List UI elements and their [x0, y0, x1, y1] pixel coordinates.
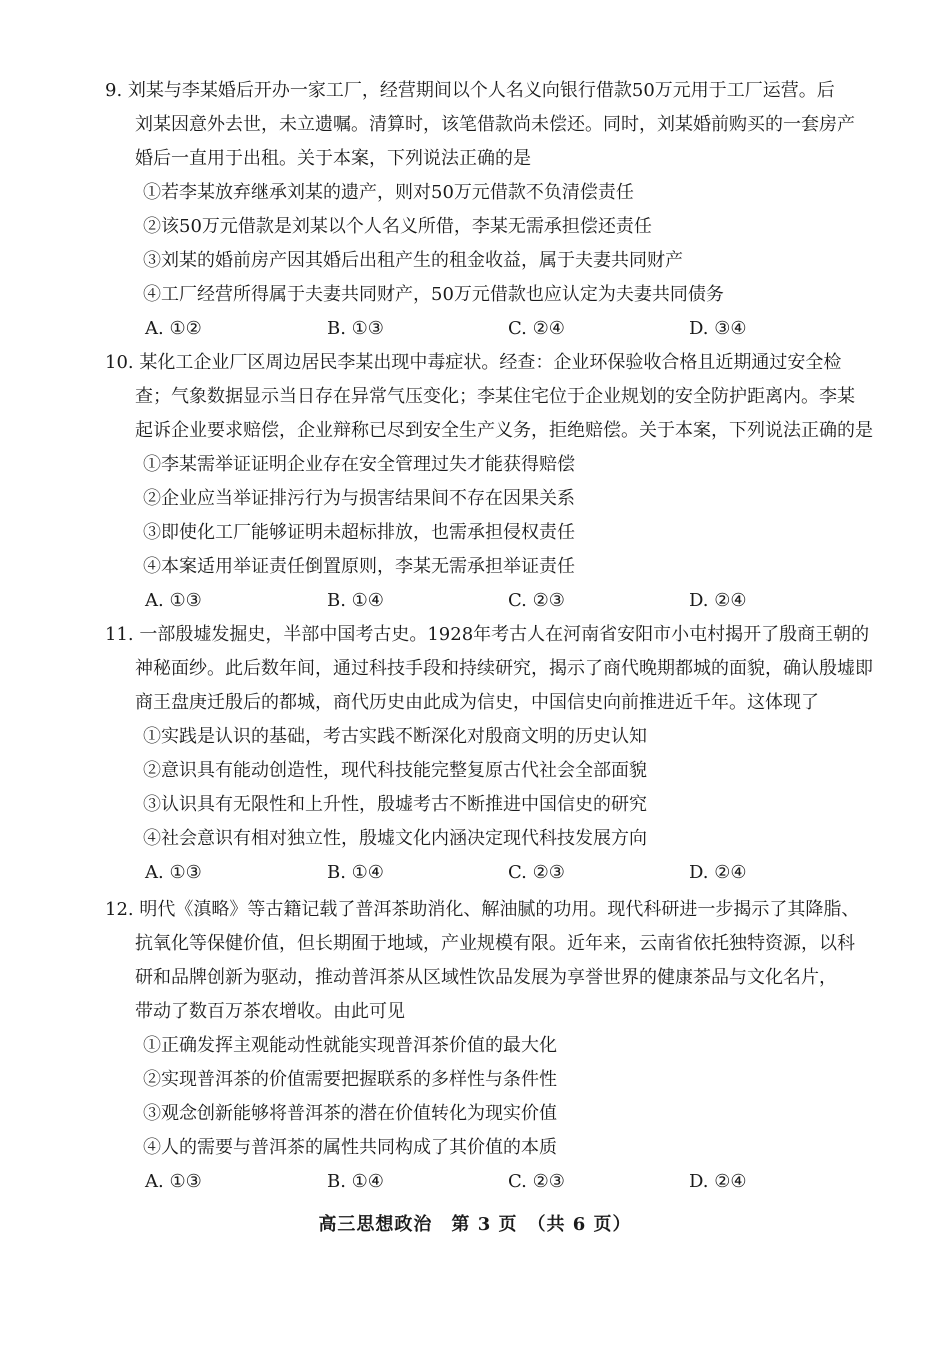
statement-2: ②该50万元借款是刘某以个人名义所借，李某无需承担偿还责任	[143, 216, 652, 237]
choice-a[interactable]: A. ①③	[145, 1171, 202, 1192]
statement-1: ①李某需举证证明企业存在安全管理过失才能获得赔偿	[143, 454, 575, 475]
choice-c[interactable]: C. ②③	[508, 1171, 565, 1192]
question-stem-line: 查；气象数据显示当日存在异常气压变化；李某住宅位于企业规划的安全防护距离内。李某	[135, 386, 855, 407]
question-stem-line: 商王盘庚迁殷后的都城，商代历史由此成为信史，中国信史向前推进近千年。这体现了	[135, 692, 819, 713]
statement-2: ②实现普洱茶的价值需要把握联系的多样性与条件性	[143, 1069, 557, 1090]
question-stem-line: 11. 一部殷墟发掘史，半部中国考古史。1928年考古人在河南省安阳市小屯村揭开了殷商王朝的	[105, 624, 870, 645]
question-stem-line: 起诉企业要求赔偿，企业辩称已尽到安全生产义务，拒绝赔偿。关于本案，下列说法正确的是	[135, 420, 873, 441]
choice-a[interactable]: A. ①③	[145, 862, 202, 883]
statement-2: ②意识具有能动创造性，现代科技能完整复原古代社会全部面貌	[143, 760, 647, 781]
choice-a[interactable]: A. ①②	[145, 318, 202, 339]
answer-choices	[105, 1165, 895, 1199]
statement-1: ①实践是认识的基础，考古实践不断深化对殷商文明的历史认知	[143, 726, 647, 747]
question-10	[105, 346, 895, 618]
choice-b[interactable]: B. ①④	[327, 862, 384, 883]
statement-3: ③刘某的婚前房产因其婚后出租产生的租金收益，属于夫妻共同财产	[143, 250, 683, 271]
statement-4: ④本案适用举证责任倒置原则，李某无需承担举证责任	[143, 556, 575, 577]
choice-b[interactable]: B. ①④	[327, 1171, 384, 1192]
question-12	[105, 893, 895, 1199]
choice-d[interactable]: D. ③④	[689, 318, 747, 339]
statement-2: ②企业应当举证排污行为与损害结果间不存在因果关系	[143, 488, 575, 509]
question-stem-line: 带动了数百万茶农增收。由此可见	[135, 1001, 405, 1022]
choice-b[interactable]: B. ①④	[327, 590, 384, 611]
statement-4: ④工厂经营所得属于夫妻共同财产，50万元借款也应认定为夫妻共同债务	[143, 284, 724, 305]
statement-4: ④社会意识有相对独立性，殷墟文化内涵决定现代科技发展方向	[143, 828, 647, 849]
choice-c[interactable]: C. ②③	[508, 862, 565, 883]
page-footer	[0, 1210, 950, 1236]
question-stem-line: 抗氧化等保健价值，但长期囿于地域，产业规模有限。近年来，云南省依托独特资源，以科	[135, 933, 855, 954]
choice-d[interactable]: D. ②④	[689, 1171, 747, 1192]
question-stem-line: 婚后一直用于出租。关于本案，下列说法正确的是	[135, 148, 531, 169]
question-stem-line: 神秘面纱。此后数年间，通过科技手段和持续研究，揭示了商代晚期都城的面貌，确认殷墟即	[135, 658, 873, 679]
choice-c[interactable]: C. ②④	[508, 318, 565, 339]
answer-choices	[105, 856, 895, 890]
choice-c[interactable]: C. ②③	[508, 590, 565, 611]
choice-a[interactable]: A. ①③	[145, 590, 202, 611]
question-stem-line: 10. 某化工企业厂区周边居民李某出现中毒症状。经查：企业环保验收合格且近期通过安全检	[105, 352, 842, 373]
choice-b[interactable]: B. ①③	[327, 318, 384, 339]
statement-1: ①正确发挥主观能动性就能实现普洱茶价值的最大化	[143, 1035, 557, 1056]
statement-3: ③观念创新能够将普洱茶的潜在价值转化为现实价值	[143, 1103, 557, 1124]
choice-d[interactable]: D. ②④	[689, 862, 747, 883]
question-9	[105, 74, 895, 346]
page-footer-text: 高三思想政治 第 3 页 （共 6 页）	[318, 1214, 632, 1235]
question-11	[105, 618, 895, 890]
question-stem-line: 刘某因意外去世，未立遗嘱。清算时，该笔借款尚未偿还。同时，刘某婚前购买的一套房产	[135, 114, 855, 135]
answer-choices	[105, 584, 895, 618]
answer-choices	[105, 312, 895, 346]
statement-4: ④人的需要与普洱茶的属性共同构成了其价值的本质	[143, 1137, 557, 1158]
question-stem-line: 9. 刘某与李某婚后开办一家工厂，经营期间以个人名义向银行借款50万元用于工厂运营。后	[105, 80, 835, 101]
statement-3: ③即使化工厂能够证明未超标排放，也需承担侵权责任	[143, 522, 575, 543]
statement-1: ①若李某放弃继承刘某的遗产，则对50万元借款不负清偿责任	[143, 182, 634, 203]
statement-3: ③认识具有无限性和上升性，殷墟考古不断推进中国信史的研究	[143, 794, 647, 815]
question-stem-line: 12. 明代《滇略》等古籍记载了普洱茶助消化、解油腻的功用。现代科研进一步揭示了其降脂、	[105, 899, 860, 920]
choice-d[interactable]: D. ②④	[689, 590, 747, 611]
question-stem-line: 研和品牌创新为驱动，推动普洱茶从区域性饮品发展为享誉世界的健康茶品与文化名片，	[135, 967, 837, 988]
